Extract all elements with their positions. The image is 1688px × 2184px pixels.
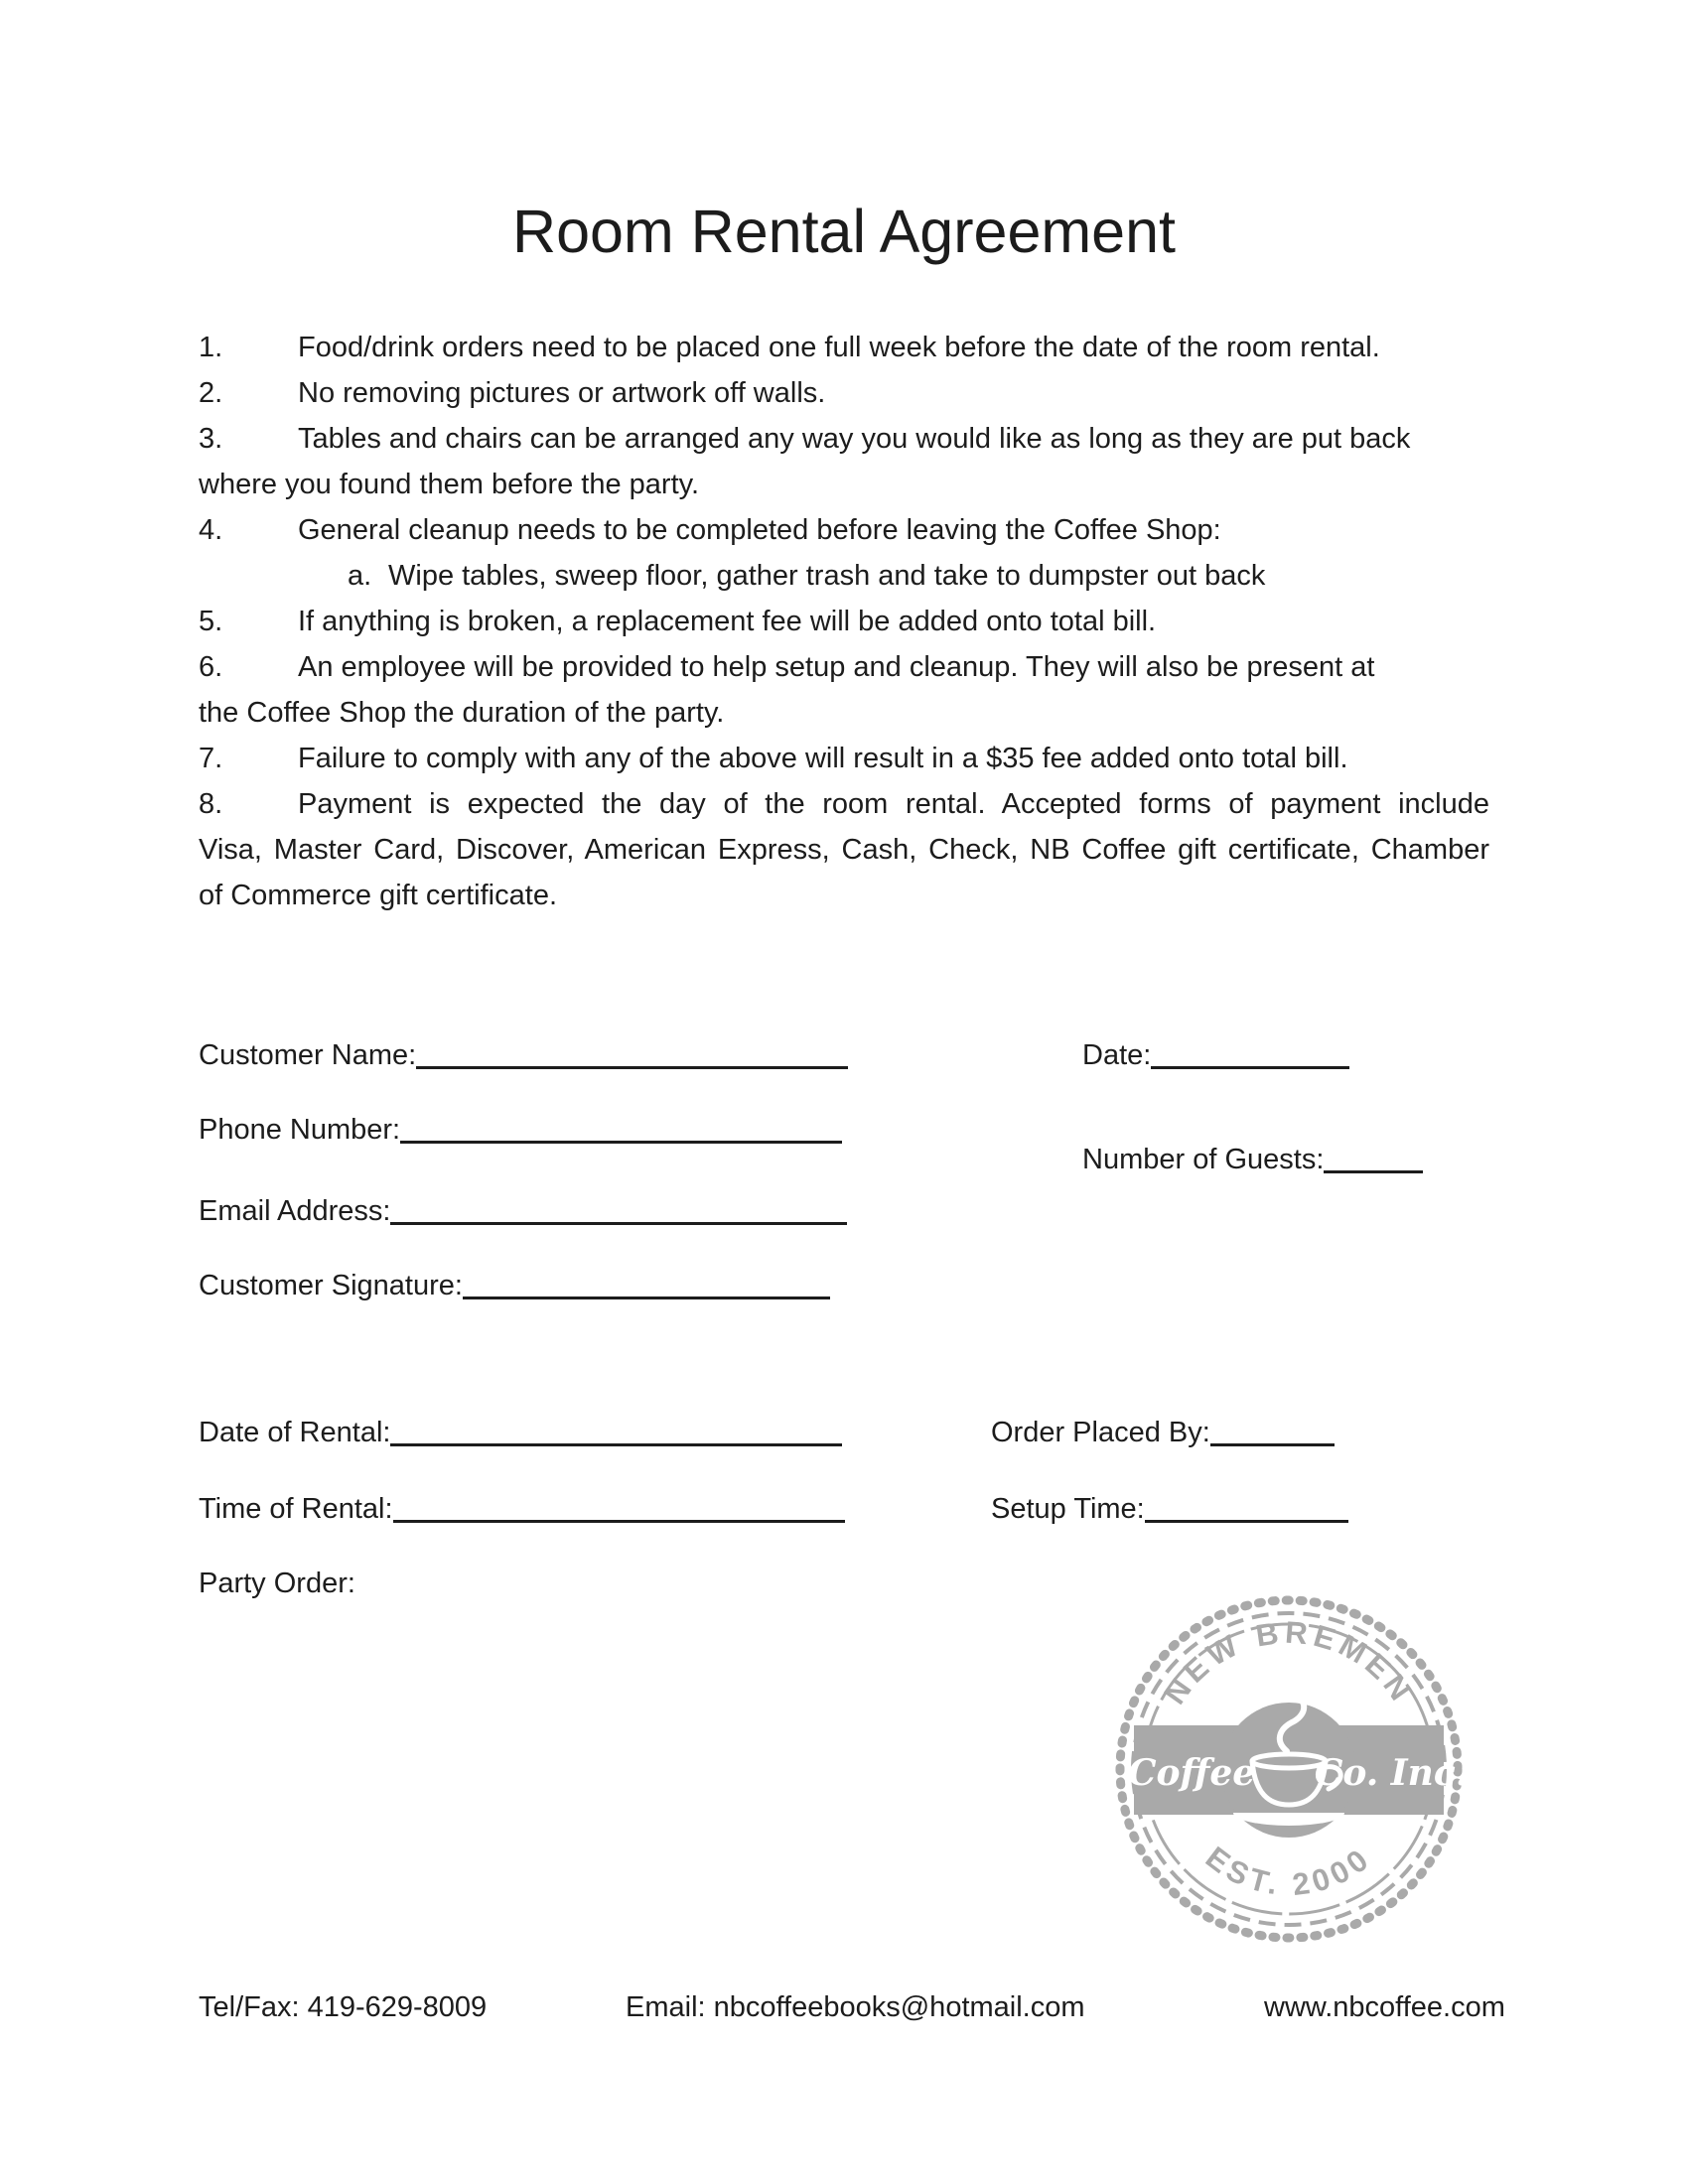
customer-name-row [199,1039,848,1072]
rental-date-row [199,1417,842,1449]
term-marker: 5. [199,606,223,637]
term-text: An employee will be provided to help setup and cleanup. They will also be present at [298,651,1375,683]
term-text: General cleanup needs to be completed before leaving the Coffee Shop: [298,514,1221,546]
term-subline [199,553,1489,599]
guests-blank [1324,1170,1423,1173]
term-line [199,507,1489,553]
footer-website: www.nbcoffee.com [1264,1991,1505,2023]
party-order-row [199,1568,355,1600]
guests-label: Number of Guests: [1082,1144,1325,1175]
stamp-bottom-arc-text: EST. 2000 [1198,1840,1379,1903]
phone-row [199,1114,842,1147]
term-marker: 7. [199,743,223,774]
term-text: Visa, Master Card, Discover, American Express, Cash, Check, NB Coffee gift certificate, Chamber [199,834,1489,866]
term-text: No removing pictures or artwork off walls. [298,377,826,409]
guests-row [1082,1144,1423,1176]
term-line-continuation [199,462,1489,507]
stamp-word-coffee: Coffee [1127,1752,1256,1794]
footer-telfax: Tel/Fax: 419-629-8009 [199,1991,488,2023]
term-text: If anything is broken, a replacement fee will be added onto total bill. [298,606,1157,637]
term-text: Wipe tables, sweep floor, gather trash and take to dumpster out back [388,560,1266,592]
signature-label: Customer Signature: [199,1270,463,1301]
term-text: Failure to comply with any of the above will result in a $35 fee added onto total bill. [298,743,1348,774]
term-marker: 8. [199,788,223,820]
rental-date-label: Date of Rental: [199,1417,391,1448]
term-line-continuation [199,873,1489,918]
term-marker: 4. [199,514,223,546]
stamp-word-co-inc: Co. Inc. [1314,1752,1468,1794]
rental-time-blank [393,1520,845,1523]
email-label: Email Address: [199,1195,391,1227]
term-marker: 6. [199,651,223,683]
date-row [1082,1039,1349,1072]
rental-time-label: Time of Rental: [199,1493,393,1525]
customer-name-blank [416,1066,848,1069]
customer-name-label: Customer Name: [199,1039,417,1071]
email-blank [390,1222,847,1225]
phone-label: Phone Number: [199,1114,401,1146]
term-marker: 2. [199,377,223,409]
order-placed-by-row [991,1417,1335,1449]
order-placed-by-label: Order Placed By: [991,1417,1210,1448]
rental-date-blank [390,1443,842,1446]
term-line [199,781,1489,827]
term-marker: a. [348,560,372,592]
term-text: Payment is expected the day of the room rental. Accepted forms of payment include [298,788,1489,820]
term-text: Tables and chairs can be arranged any way you would like as long as they are put back [298,423,1411,455]
email-row [199,1195,847,1228]
signature-blank [463,1297,830,1299]
term-text: the Coffee Shop the duration of the party. [199,697,725,729]
term-marker: 3. [199,423,223,455]
company-stamp-logo [1110,1590,1468,1948]
rental-time-row [199,1493,845,1526]
stamp-top-arc-text: NEW BREMEN [1157,1614,1421,1711]
date-label: Date: [1082,1039,1152,1071]
terms-list [199,325,1489,918]
party-order-label: Party Order: [199,1568,355,1599]
term-line [199,736,1489,781]
term-line [199,370,1489,416]
term-line [199,416,1489,462]
phone-blank [400,1141,842,1144]
page-title: Room Rental Agreement [512,198,1176,265]
term-line [199,599,1489,644]
term-marker: 1. [199,332,223,363]
term-text: of Commerce gift certificate. [199,880,557,911]
term-text: where you found them before the party. [199,469,700,500]
term-line-continuation [199,827,1489,873]
setup-time-label: Setup Time: [991,1493,1145,1525]
order-placed-by-blank [1210,1443,1335,1446]
setup-time-blank [1145,1520,1348,1523]
term-line [199,325,1489,370]
date-blank [1151,1066,1349,1069]
setup-time-row [991,1493,1348,1526]
term-line-continuation [199,690,1489,736]
footer-email: Email: nbcoffeebooks@hotmail.com [626,1991,1085,2023]
term-text: Food/drink orders need to be placed one full week before the date of the room rental. [298,332,1380,363]
term-line [199,644,1489,690]
signature-row [199,1270,830,1302]
